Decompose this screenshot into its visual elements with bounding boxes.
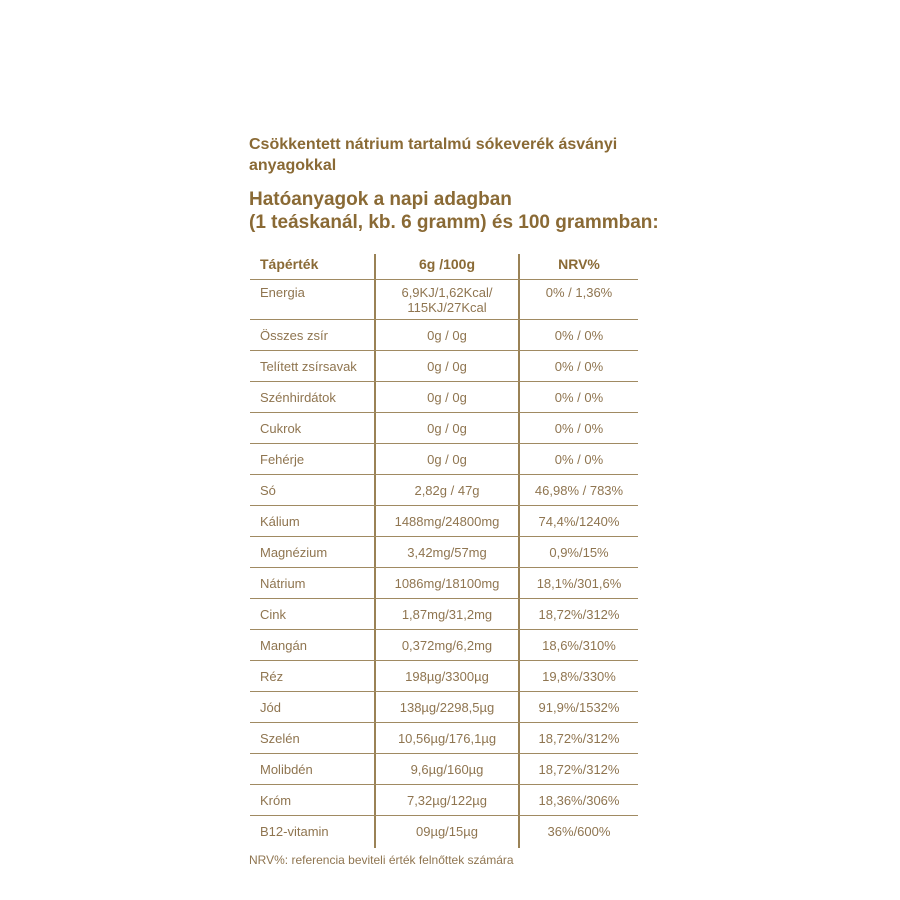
table-row (250, 413, 638, 444)
table-row (250, 723, 638, 754)
nutrient-nrv: 18,6%/310% (518, 630, 638, 660)
nutrient-amount: 1,87mg/31,2mg (374, 599, 518, 629)
nutrient-amount: 0g / 0g (374, 382, 518, 412)
nutrient-nrv: 18,72%/312% (518, 599, 638, 629)
nutrient-name: Szénhirdátok (260, 390, 336, 405)
nutrient-nrv: 0% / 0% (518, 413, 638, 443)
table-row (250, 661, 638, 692)
table-row (250, 320, 638, 351)
nutrient-nrv: 36%/600% (518, 816, 638, 848)
nutrient-nrv: 0% / 0% (518, 320, 638, 350)
nutrient-amount: 198µg/3300µg (374, 661, 518, 691)
table-row (250, 506, 638, 537)
nutrition-table (250, 254, 638, 848)
nutrient-name: Energia (260, 285, 305, 300)
nutrient-amount: 0g / 0g (374, 351, 518, 381)
nutrient-amount: 7,32µg/122µg (374, 785, 518, 815)
nutrient-name: Só (260, 483, 276, 498)
nutrient-name: Magnézium (260, 545, 328, 560)
section-heading-line1: Hatóanyagok a napi adagban (249, 189, 512, 210)
nutrient-amount: 09µg/15µg (374, 816, 518, 848)
section-heading (249, 188, 669, 234)
table-row (250, 475, 638, 506)
nutrient-amount: 3,42mg/57mg (374, 537, 518, 567)
nutrient-name: Szelén (260, 731, 300, 746)
nutrient-amount: 138µg/2298,5µg (374, 692, 518, 722)
nutrient-name: Mangán (260, 638, 307, 653)
nutrient-nrv: 18,72%/312% (518, 723, 638, 753)
nutrient-name: Nátrium (260, 576, 306, 591)
table-row (250, 692, 638, 723)
nutrient-nrv: 46,98% / 783% (518, 475, 638, 505)
nutrient-nrv: 18,36%/306% (518, 785, 638, 815)
nutrient-nrv: 18,1%/301,6% (518, 568, 638, 598)
table-row (250, 351, 638, 382)
nutrient-nrv: 0% / 1,36% (518, 280, 638, 319)
nutrient-amount: 9,6µg/160µg (374, 754, 518, 784)
nutrient-nrv: 0% / 0% (518, 351, 638, 381)
nutrient-amount: 0g / 0g (374, 320, 518, 350)
nutrient-name: Réz (260, 669, 284, 684)
table-row (250, 568, 638, 599)
nutrient-name: B12-vitamin (260, 824, 329, 839)
table-header-row (250, 254, 638, 280)
footnote: NRV%: referencia beviteli érték felnőttek számára (249, 853, 514, 867)
nutrient-nrv: 0% / 0% (518, 382, 638, 412)
table-row (250, 630, 638, 661)
nutrient-name: Fehérje (260, 452, 305, 467)
nutrient-name: Telített zsírsavak (260, 359, 357, 374)
nutrient-nrv: 0,9%/15% (518, 537, 638, 567)
nutrient-amount: 0,372mg/6,2mg (374, 630, 518, 660)
nutrient-nrv: 74,4%/1240% (518, 506, 638, 536)
header-nrv: NRV% (518, 254, 638, 279)
nutrient-name: Cukrok (260, 421, 302, 436)
nutrient-name: Króm (260, 793, 292, 808)
nutrient-name: Jód (260, 700, 281, 715)
nutrient-name: Molibdén (260, 762, 313, 777)
energy-amount-line2: 115KJ/27Kcal (407, 300, 487, 315)
table-row (250, 599, 638, 630)
table-row-energy (250, 280, 638, 320)
table-row (250, 444, 638, 475)
nutrient-amount (374, 280, 518, 319)
nutrient-nrv: 0% / 0% (518, 444, 638, 474)
nutrient-amount: 1488mg/24800mg (374, 506, 518, 536)
nutrient-nrv: 91,9%/1532% (518, 692, 638, 722)
nutrient-name: Összes zsír (260, 328, 328, 343)
nutrient-amount: 10,56µg/176,1µg (374, 723, 518, 753)
nutrient-amount: 1086mg/18100mg (374, 568, 518, 598)
section-heading-line2: (1 teáskanál, kb. 6 gramm) és 100 grammban: (249, 212, 659, 233)
table-row (250, 754, 638, 785)
product-title: Csökkentett nátrium tartalmú sókeverék ásványi anyagokkal (249, 136, 618, 174)
header-nutrient: Tápérték (260, 256, 319, 272)
nutrient-amount: 0g / 0g (374, 444, 518, 474)
nutrient-name: Cink (260, 607, 287, 622)
nutrient-nrv: 19,8%/330% (518, 661, 638, 691)
table-row (250, 382, 638, 413)
energy-amount-line1: 6,9KJ/1,62Kcal/ (401, 285, 493, 300)
nutrient-amount: 0g / 0g (374, 413, 518, 443)
header-amount: 6g /100g (374, 254, 518, 279)
table-row (250, 537, 638, 568)
nutrient-amount: 2,82g / 47g (374, 475, 518, 505)
nutrient-name: Kálium (260, 514, 300, 529)
nutrient-nrv: 18,72%/312% (518, 754, 638, 784)
table-row (250, 785, 638, 816)
table-row (250, 816, 638, 848)
